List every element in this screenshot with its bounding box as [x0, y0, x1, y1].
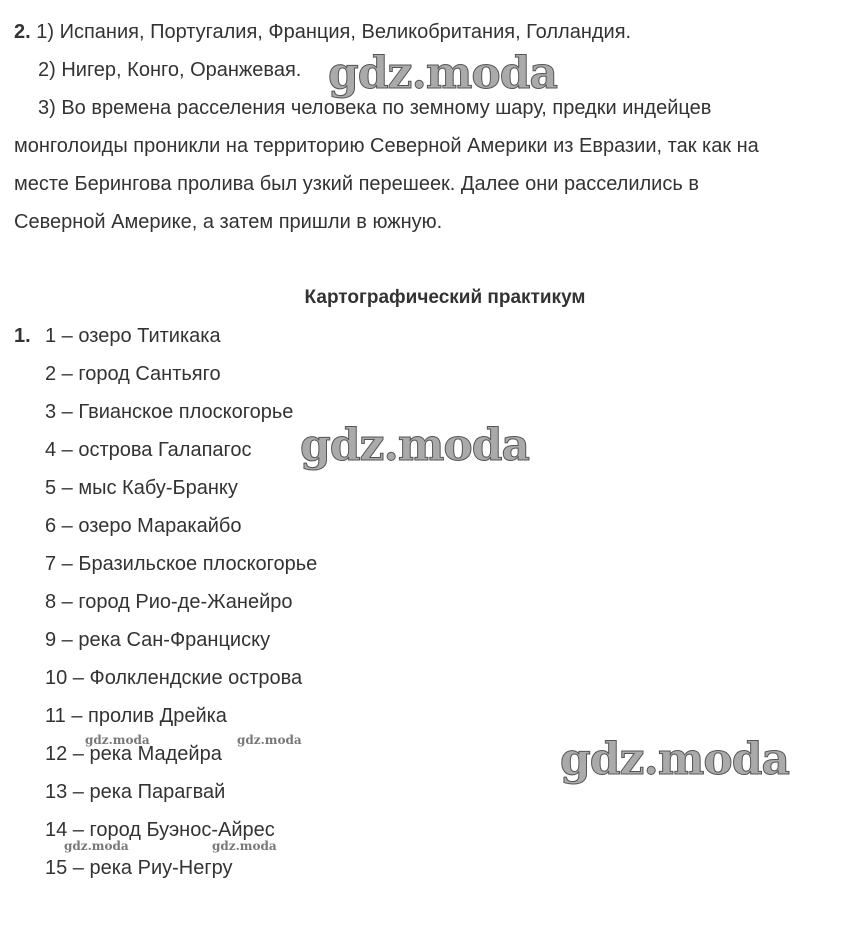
list-item: 3 – Гвианское плоскогорье: [45, 401, 294, 423]
watermark: gdz.moda: [560, 734, 790, 785]
list-item: 2 – город Сантьяго: [45, 363, 221, 385]
task-2-line-1: [14, 20, 631, 44]
list-item: 12 – река Мадейра: [45, 743, 222, 765]
task-number: 2.: [14, 21, 31, 43]
list-item: 10 – Фолклендские острова: [45, 667, 303, 689]
list-item: 8 – город Рио-де-Жанейро: [45, 591, 293, 613]
task-2-line-3: 3) Во времена расселения человека по земному шару, предки индейцев: [38, 97, 712, 119]
watermark: gdz.moda: [300, 420, 530, 471]
section-heading: Картографический практикум: [304, 287, 586, 308]
task-2-line-6: Северной Америке, а затем пришли в южную.: [14, 211, 443, 233]
watermark: gdz.moda: [212, 839, 277, 853]
watermark: gdz.moda: [237, 733, 302, 747]
list-item: 6 – озеро Маракайбо: [45, 515, 242, 537]
task-2-line-5: месте Берингова пролива был узкий перешеек. Далее они расселились в: [14, 173, 699, 195]
list-item: 15 – река Риу-Негру: [45, 857, 233, 879]
task-2-line-2: 2) Нигер, Конго, Оранжевая.: [38, 59, 302, 81]
task-2-line-4: монголоиды проникли на территорию Северной Америки из Евразии, так как на: [14, 135, 759, 157]
list-item: 14 – город Буэнос-Айрес: [45, 819, 275, 841]
list-item: 4 – острова Галапагос: [45, 439, 252, 461]
list-item: 11 – пролив Дрейка: [45, 705, 227, 727]
watermark: gdz.moda: [64, 839, 129, 853]
list-item: 7 – Бразильское плоскогорье: [45, 553, 318, 575]
list-item: 1 – озеро Титикака: [45, 325, 221, 347]
list-item: 5 – мыс Кабу-Бранку: [45, 477, 238, 499]
task-number: 1.: [14, 325, 31, 347]
answer-text: 1) Испания, Португалия, Франция, Великобритания, Голландия.: [36, 21, 632, 43]
list-item: 9 – река Сан-Франциску: [45, 629, 271, 651]
list-item: 13 – река Парагвай: [45, 781, 226, 803]
watermark: gdz.moda: [328, 48, 558, 99]
watermark: gdz.moda: [85, 733, 150, 747]
